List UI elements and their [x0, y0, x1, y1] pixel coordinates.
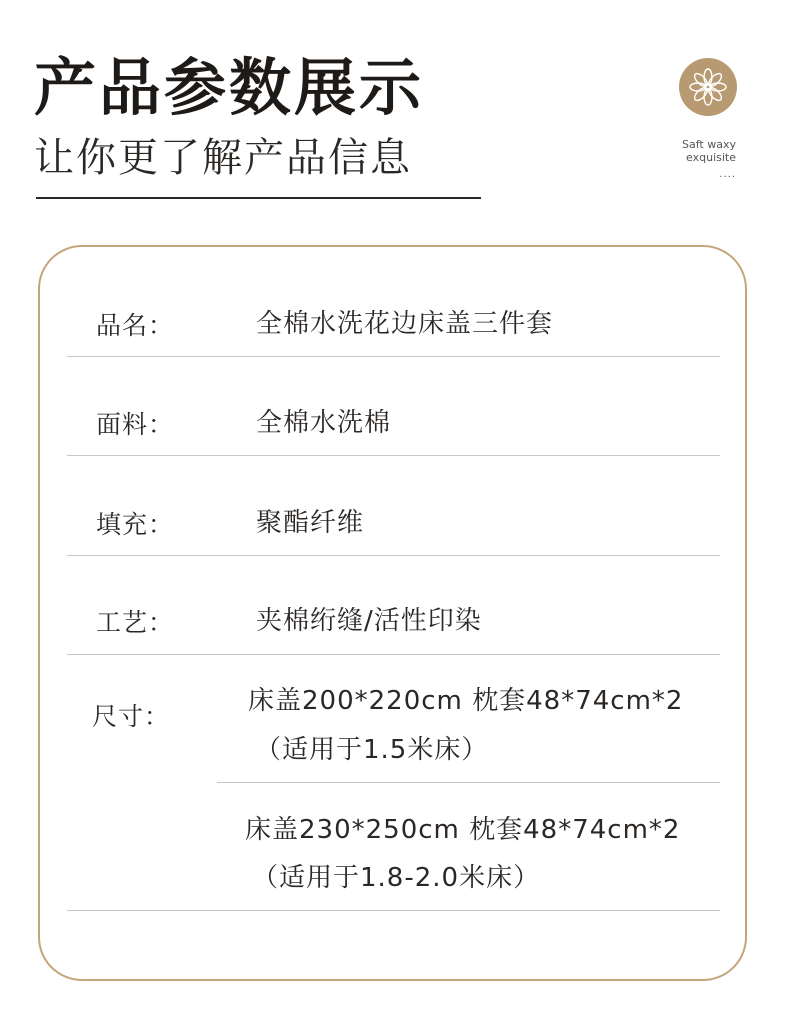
- brand-badge: [679, 58, 737, 116]
- size-divider: [217, 782, 720, 783]
- spec-value-filling: 聚酯纤维: [256, 508, 365, 538]
- tagline-line-2: exquisite: [686, 151, 736, 164]
- tagline-line-1: Saft waxy: [682, 138, 736, 151]
- header-divider: [36, 197, 481, 199]
- spec-divider: [67, 455, 720, 456]
- spec-value-name: 全棉水洗花边床盖三件套: [256, 309, 554, 339]
- spec-divider: [67, 356, 720, 357]
- spec-label-size: 尺寸：: [92, 702, 171, 731]
- size-option-1-line-2: （适用于1.5米床）: [255, 735, 489, 765]
- spec-value-fabric: 全棉水洗棉: [256, 408, 392, 438]
- spec-label-craft: 工艺：: [96, 608, 175, 637]
- size-option-2-line-1: 床盖230*250cm 枕套48*74cm*2: [245, 815, 681, 845]
- spec-label-filling: 填充：: [96, 510, 175, 539]
- spec-label-fabric: 面料：: [96, 410, 175, 439]
- spec-divider: [67, 654, 720, 655]
- tagline-dots: ....: [719, 169, 736, 180]
- spec-divider: [67, 555, 720, 556]
- spec-divider: [67, 910, 720, 911]
- spec-label-name: 品名：: [96, 311, 175, 340]
- spec-value-craft: 夹棉绗缝/活性印染: [256, 606, 482, 636]
- brand-tagline: [650, 138, 736, 181]
- page-subtitle: 让你更了解产品信息: [34, 135, 412, 181]
- page-title: 产品参数展示: [34, 51, 425, 124]
- flower-icon: [685, 64, 731, 110]
- size-option-1-line-1: 床盖200*220cm 枕套48*74cm*2: [248, 686, 684, 716]
- size-option-2-line-2: （适用于1.8-2.0米床）: [252, 863, 541, 893]
